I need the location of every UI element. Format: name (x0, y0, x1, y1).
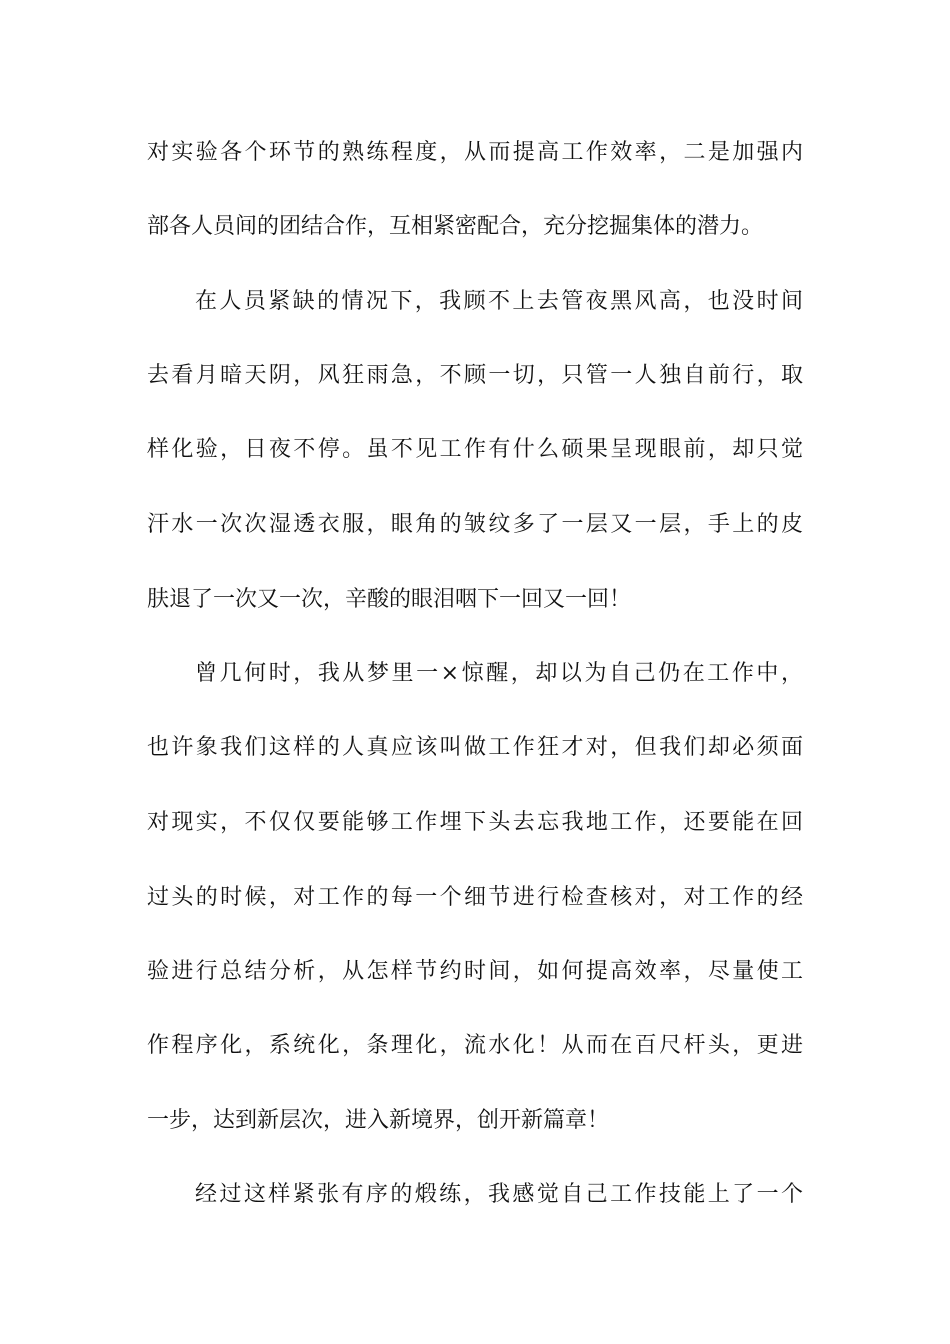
text-line-10: 对现实，不仅仅要能够工作埋下头去忘我地工作，还要能在回 (147, 810, 803, 835)
text-line-9: 也许象我们这样的人真应该叫做工作狂才对，但我们却必须面 (147, 735, 803, 760)
text-line-12: 验进行总结分析，从怎样节约时间，如何提高效率，尽量使工 (147, 959, 803, 984)
text-line-2: 部各人员间的团结合作，互相紧密配合，充分挖掘集体的潜力。 (147, 214, 764, 239)
text-line-7: 肤退了一次又一次，辛酸的眼泪咽下一回又一回！ (147, 587, 632, 612)
text-line-5: 样化验，日夜不停。虽不见工作有什么硕果呈现眼前，却只觉 (147, 437, 803, 462)
text-line-15: 经过这样紧张有序的煅练，我感觉自己工作技能上了一个 (195, 1182, 803, 1207)
text-line-1: 对实验各个环节的熟练程度，从而提高工作效率，二是加强内 (147, 140, 803, 165)
text-line-13: 作程序化，系统化，条理化，流水化！从而在百尺杆头，更进 (147, 1033, 803, 1058)
text-line-14: 一步，达到新层次，进入新境界，创开新篇章！ (147, 1108, 610, 1133)
text-line-3: 在人员紧缺的情况下，我顾不上去管夜黑风高，也没时间 (195, 289, 803, 314)
text-line-8: 曾几何时，我从梦里一×惊醒，却以为自己仍在工作中， (195, 661, 803, 686)
text-line-6: 汗水一次次湿透衣服，眼角的皱纹多了一层又一层，手上的皮 (147, 512, 803, 537)
text-line-11: 过头的时候，对工作的每一个细节进行检查核对，对工作的经 (147, 885, 803, 910)
text-line-4: 去看月暗天阴，风狂雨急，不顾一切，只管一人独自前行，取 (147, 363, 803, 388)
